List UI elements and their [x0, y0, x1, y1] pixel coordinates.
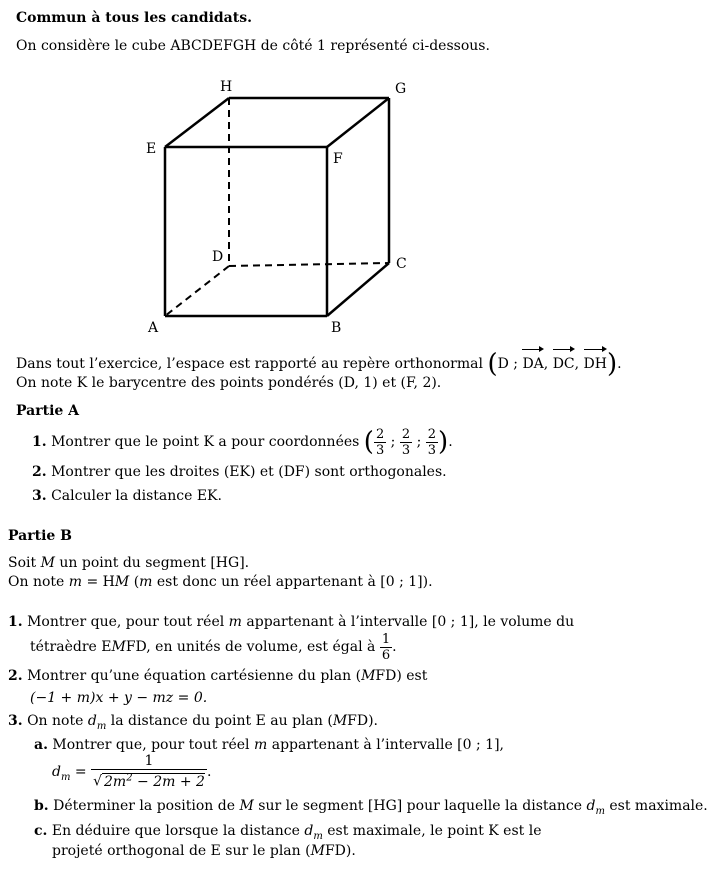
q-number: 2. [32, 464, 47, 480]
cube-figure [0, 0, 676, 340]
edge-CB [327, 263, 389, 316]
q-letter: b. [34, 798, 49, 814]
repere-text: Dans tout l’exercice, l’espace est rapporté au repère orthonormal [16, 356, 483, 372]
partB-q3: 3. On note $d_m$ la distance du point E au plan (MFD). [8, 713, 379, 732]
edge-DC [229, 263, 389, 266]
repere-end: . [617, 356, 622, 372]
repere-origin: D [497, 356, 509, 372]
edge-DA [165, 266, 229, 316]
vector-DA: DA [522, 348, 543, 377]
label-D: D [212, 249, 224, 265]
partB-q1-line1: 1. Montrer que, pour tout réel m appartenant à l’intervalle [0 ; 1], le volume du [8, 614, 575, 630]
partB-q3c-line1: c. En déduire que lorsque la distance $d_m$ est maximale, le point K est le [34, 823, 542, 842]
fraction: $\frac{1}{6}$ [381, 631, 391, 663]
q-number: 3. [32, 488, 47, 504]
label-G: G [395, 81, 407, 97]
partB-q2-equation: (−1 + m)x + y − mz = 0. [30, 690, 208, 706]
q-text: Montrer que les droites (EK) et (DF) sont orthogonales. [51, 464, 447, 480]
q-number: 2. [8, 668, 23, 684]
fraction: $\frac{2}{3}$ [401, 426, 411, 458]
label-C: C [396, 256, 407, 272]
q-number: 1. [8, 614, 23, 630]
partB-q3b: b. Déterminer la position de M sur le segment [HG] pour laquelle la distance $d_m$ est maximale. [34, 798, 708, 817]
partB-q2-line1: 2. Montrer qu’une équation cartésienne du plan (MFD) est [8, 668, 428, 684]
vector-DC: DC [553, 348, 575, 377]
repere-line [16, 348, 622, 377]
intro-text: On considère le cube ABCDEFGH de côté 1 représenté ci-dessous. [16, 38, 490, 54]
partA-q3 [32, 488, 222, 504]
repere-sep: ; [513, 356, 518, 372]
partB-l1: Soit M un point du segment [HG]. [8, 555, 250, 571]
q-end: . [448, 434, 453, 450]
q-number: 3. [8, 713, 23, 729]
q-letter: c. [34, 823, 48, 839]
fraction: $\frac{2}{3}$ [375, 426, 385, 458]
partB-q3a-formula: $d_m$ = $\frac{1}{√ 2m^2 - 2m + 2}$ . [52, 753, 212, 790]
paren-close: ) [438, 427, 449, 457]
q-text: Calculer la distance EK. [51, 488, 222, 504]
label-B: B [331, 320, 342, 336]
barycentre-text: On note K le barycentre des points pondérés (D, 1) et (F, 2). [16, 375, 442, 391]
label-F: F [333, 151, 343, 167]
edge-GF [327, 98, 389, 147]
label-H: H [220, 79, 233, 95]
fraction: $\frac{1}{√ 2m^2 - 2m + 2}$ [93, 753, 205, 790]
section-header: Commun à tous les candidats. [16, 10, 252, 26]
label-A: A [148, 320, 159, 336]
partB-q3c-line2: projeté orthogonal de E sur le plan (MFD). [52, 843, 356, 859]
paren-open: ( [363, 427, 374, 457]
paren-open: ( [487, 349, 498, 379]
fraction: $\frac{2}{3}$ [427, 426, 437, 458]
q-letter: a. [34, 737, 48, 753]
partB-q1-line2: tétraèdre EMFD, en unités de volume, est égal à $\frac{1}{6}$ . [30, 631, 397, 663]
partA-q2 [32, 464, 447, 480]
q-number: 1. [32, 434, 47, 450]
edge-EH [165, 98, 229, 147]
q-text: Montrer que le point K a pour coordonnées [51, 434, 360, 450]
repere-comma: , [543, 356, 549, 372]
vector-DH: DH [584, 348, 607, 377]
repere-comma: , [574, 356, 580, 372]
label-E: E [146, 141, 157, 157]
partB-title: Partie B [8, 528, 72, 544]
partA-title: Partie A [16, 403, 80, 419]
paren-close: ) [606, 349, 618, 379]
partA-q1: 1. Montrer que le point K a pour coordonnées ( $\frac{2}{3}$ ; $\frac{2}{3}$ ; $\frac{2}{3}$ ). [32, 426, 453, 458]
partB-q3a-line1: a. Montrer que, pour tout réel m appartenant à l’intervalle [0 ; 1], [34, 737, 504, 753]
partB-l2: On note m = HM (m est donc un réel appartenant à [0 ; 1]). [8, 574, 433, 590]
